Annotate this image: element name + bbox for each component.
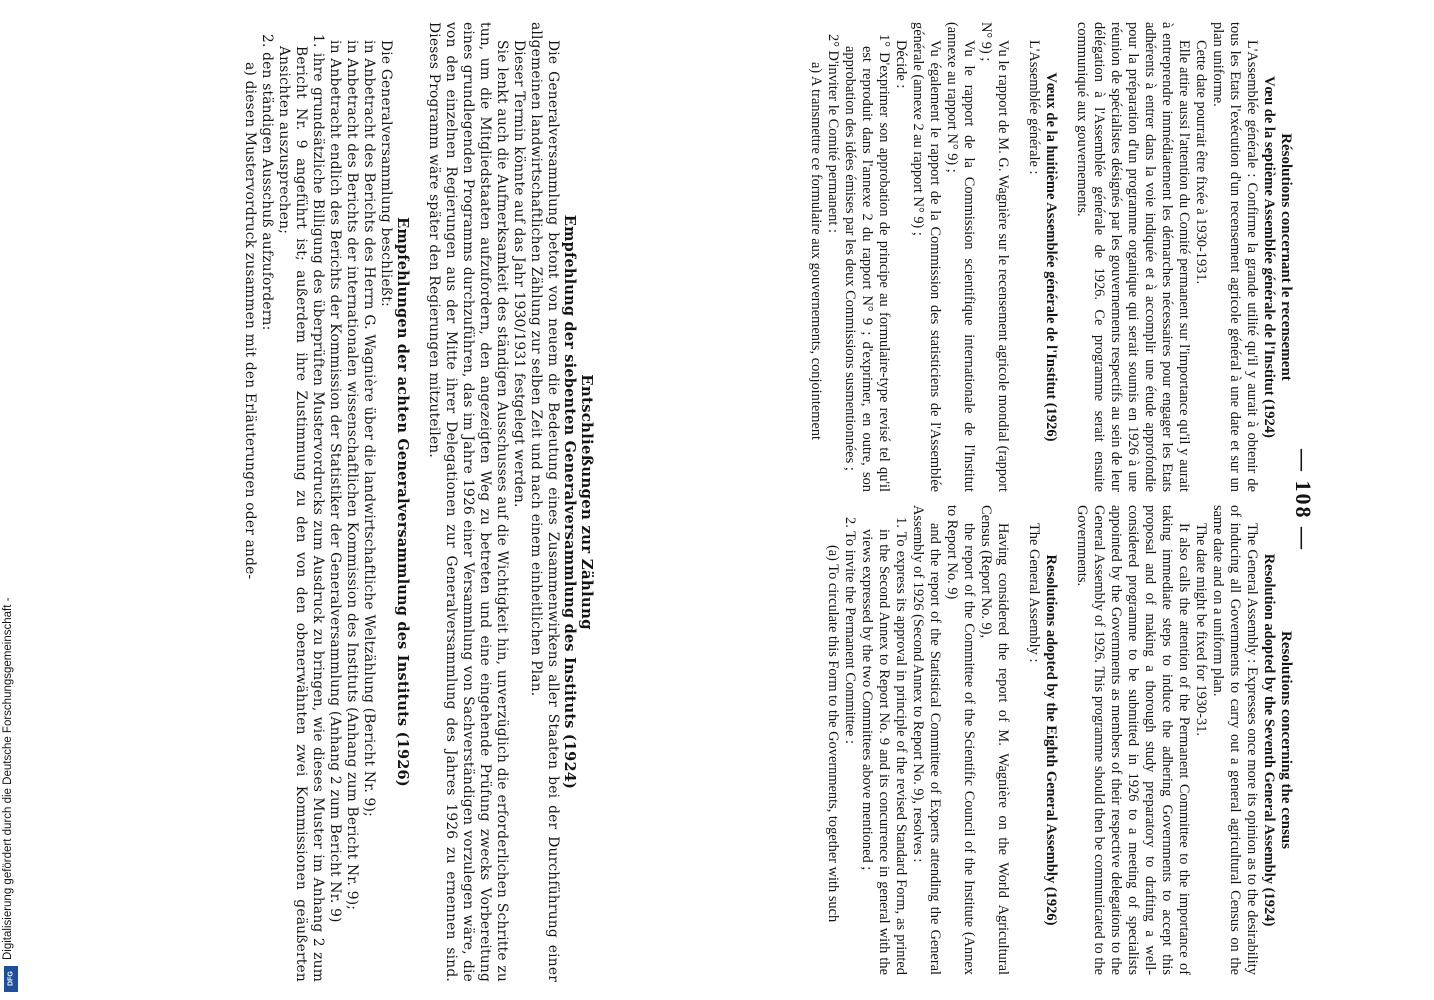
german-paragraph: Dieser Termin könnte auf das Jahr 1930/1931 festgelegt werden.	[511, 40, 527, 508]
german-subheading-1924: Empfehlung der siebenten Generalversammlung des Instituts (1924)	[561, 214, 578, 790]
german-subheading-1926: Empfehlungen der achten Generalversammlung des Instituts (1926)	[394, 217, 411, 787]
digitization-credit	[0, 0, 30, 1000]
page-number: — 108 —	[1291, 449, 1316, 551]
french-item-2: 2° D'inviter le Comité permanent :	[825, 34, 841, 233]
english-subheading-1924: Resolution adopted by the Seventh General Assembly (1924)	[1261, 553, 1277, 927]
english-item-1: 1. To express its approval in principle of the revised Standard Form, as printed in the Second Annex to Report No. 9 and its concurrence in general with the views expressed by the two Committees above mentioned ;	[859, 517, 909, 975]
french-paragraph: Cette date pourrait être fixée à 1930-1931.	[1193, 40, 1209, 285]
english-subheading-1926: Resolutions adopted by the Eighth General Assembly (1926)	[1043, 554, 1059, 926]
german-paragraph: Sie lenkt auch die Aufmerksamkeit des ständigen Ausschusses auf die Wichtigkeit hin, unverzüglich die erforderlichen Schritte zu tun, um die Mitgliedstaaten aufzufordern, den angezeigten Weg zu betreten und eine eingehende Prüfung zwecks Vorbereitung eines grundlegenden Programms durchzuführen, das im Jahre 1926 einer Versammlung von Sachverständigen vorzulegen wäre, die von den einzelnen Regierungen aus der Mitte ihrer Delegationen zur Generalversammlung des Jahres 1926 zu ernennen sind. Dieses Programm wäre später den Regierungen mitzuteilen.	[426, 22, 510, 982]
french-subheading-1926: Vœux de la huitième Assemblée générale de l'Institut (1926)	[1043, 72, 1059, 442]
french-title: Résolutions concernant le recensement	[1278, 133, 1294, 381]
german-paragraph: in Anbetracht des Berichts der internationalen wissenschaftlichen Kommission des Instituts (Anhang zum Bericht Nr. 9);	[344, 40, 360, 911]
german-paragraph: in Anbetracht endlich des Berichts der Kommission der Statistiker der Generalversammlung (Anhang 2 zum Bericht Nr. 9)	[327, 40, 343, 923]
german-item-2a: a) diesen Mustervordruck zusammen mit den Erläuterungen oder ande-	[242, 62, 258, 580]
french-paragraph: Décide :	[893, 40, 909, 89]
french-paragraph: Vu le rapport de la Commission scientifique internationale de l'Institut (annexe au rapport N° 9) ;	[944, 22, 977, 492]
german-paragraph: Die Generalversammlung betont von neuem die Bedeutung eines Zusammenwirkens aller Staaten bei der Durchführung einer allgemeinen landwirtschaftlichen Zählung zur selben Zeit und nach einem einheitlichen Plan.	[528, 22, 561, 982]
english-item-2: 2. To invite the Permanent Committee :	[842, 517, 858, 744]
french-paragraph: Vu le rapport de M. G. Wagnière sur le recensement agricole mondial (rapport N° 9) ;	[978, 22, 1011, 492]
english-paragraph: The date might be fixed for 1930-31.	[1193, 523, 1209, 736]
french-paragraph: L'Assemblée générale : Confirme la grande utilité qu'il y aurait à obtenir de tous les Etats l'exécution d'un recensement agricole général à une date et sur un plan uniforme.	[1210, 22, 1260, 492]
french-item-1: 1° D'exprimer son approbation de principe au formulaire-type revisé tel qu'il est reproduit dans l'annexe 2 du rapport N° 9 ; d'exprimer, en outre, son approbation des idées émises par les deux Commissions susmentionnées ;	[842, 34, 892, 492]
english-paragraph: It also calls the attention of the Permanent Committee to the importance of taking immediate steps to induce the adhering Governments to accept this proposal and of making a thorough study preparatory to drafting a well-considered programme to be submitted in 1926 to a meeting of specialists appointed by the Governments as members of their respective delegations to the General Assembly of 1926. This programme should then be communicated to the Governments.	[1074, 505, 1192, 975]
english-paragraph: The General Assembly :	[1026, 523, 1042, 663]
french-subheading-1924: Vœu de la septième Assemblée générale de l'Institut (1924)	[1261, 76, 1277, 438]
french-paragraph: L'Assemblée générale :	[1026, 40, 1042, 175]
english-paragraph: the report of the Committee of the Scientific Council of the Institute (Annex to Report No. 9)	[944, 505, 977, 975]
credit-text: Digitalisierung gefördert durch die Deutsche Forschungsgemeinschaft -	[2, 597, 14, 960]
german-title: Entschließungen zur Zählung	[578, 374, 596, 630]
english-title: Resolutions concerning the census	[1278, 631, 1294, 849]
english-paragraph: The General Assembly : Expresses once more its opinion as to the desirability of inducing all Governments to carry out a general agricultural Census on the same date and on a uniform plan.	[1210, 505, 1260, 975]
english-item-2a: (a) To circulate this Form to the Governments, together with such	[825, 545, 841, 923]
german-paragraph: Die Generalversammlung beschließt:	[378, 40, 394, 307]
french-item-2a: a) A transmettre ce formulaire aux gouvernements, conjointement	[808, 62, 824, 441]
german-rotated-column	[130, 0, 605, 1000]
english-paragraph: and the report of the Statistical Committee of Experts attending the General Assembly of 1926 (Second Annex to Report No. 9), resolves :	[910, 505, 943, 975]
german-column-inner	[130, 0, 605, 1000]
german-column-content	[241, 22, 595, 982]
german-paragraph: in Anbetracht des Berichts des Herrn G. Wagnière über die landwirtschaftliche Weltzählung (Bericht Nr. 9);	[361, 40, 377, 817]
french-paragraph: Elle attire aussi l'attention du Comité permanent sur l'importance qu'il y aurait à entreprendre immédiatement les démarches nécessaires pour engager les Etats adhérents à entrer dans la voie indiquée et à accomplir une étude approfondie pour la préparation d'un programme organique qui serait soumis en 1926 à une réunion de spécialistes désignés par les gouvernements respectifs au sein de leur délégation à l'Assemblée générale de 1926. Ce programme serait ensuite communiqué aux gouvernements.	[1074, 22, 1192, 492]
german-item-1: 1. ihre grundsätzliche Billigung des überprüften Mustervordrucks zum Ausdruck zu bringen, wie dieses Muster im Anhang 2 zum Bericht Nr. 9 angeführt ist; außerdem ihre Zustimmung zu den von den obenerwähnten zwei Kommissionen geäußerten Ansichten auszusprechen;	[276, 34, 326, 982]
english-paragraph: Having considered the report of M. Wagnière on the World Agricultural Census (Report No. 9),	[978, 505, 1011, 975]
dfg-logo-icon: DFG	[4, 966, 18, 992]
french-paragraph: Vu également le rapport de la Commission des statisticiens de l'Assemblée générale (annexe 2 au rapport N° 9) ;	[910, 22, 943, 492]
german-item-2: 2. den ständigen Ausschuß aufzufordern:	[259, 34, 275, 331]
